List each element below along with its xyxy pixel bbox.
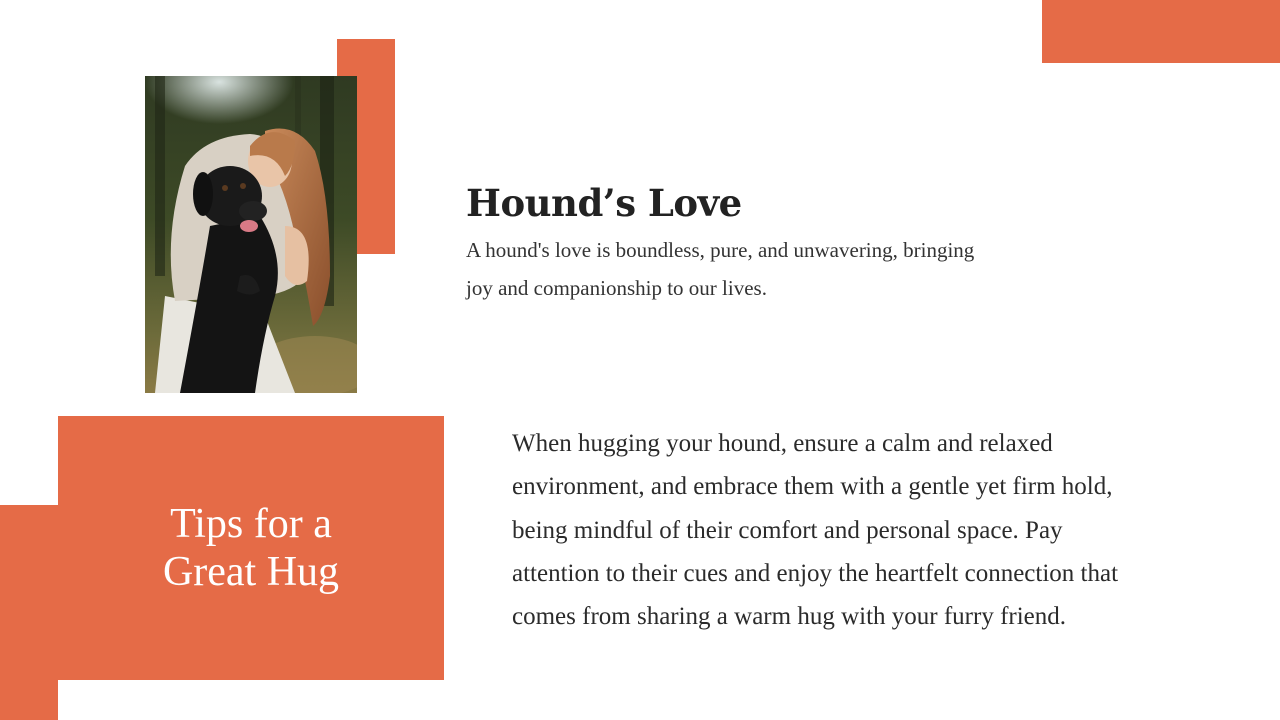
tips-title-line1: Tips for a — [170, 501, 332, 547]
tips-panel — [58, 416, 444, 680]
woman-hugging-black-dog-photo-icon — [145, 76, 357, 393]
hug-photo — [145, 76, 357, 393]
page-title: Hound’s Love — [466, 181, 742, 225]
tips-title-line2: Great Hug — [162, 549, 340, 595]
accent-block-left-edge — [0, 505, 58, 720]
accent-block-top-right — [1042, 0, 1280, 63]
tips-body-text: When hugging your hound, ensure a calm and relaxed environment, and embrace them with a gentle yet firm hold, being mindful of their comfort and personal space. Pay attention to their cues and enjoy the heartfelt connection that comes from sharing a warm hug with your furry friend. — [512, 430, 1119, 631]
page-subtitle: A hound's love is boundless, pure, and unwavering, bringing joy and companionship to our lives. — [466, 238, 975, 300]
tips-title — [163, 500, 339, 596]
